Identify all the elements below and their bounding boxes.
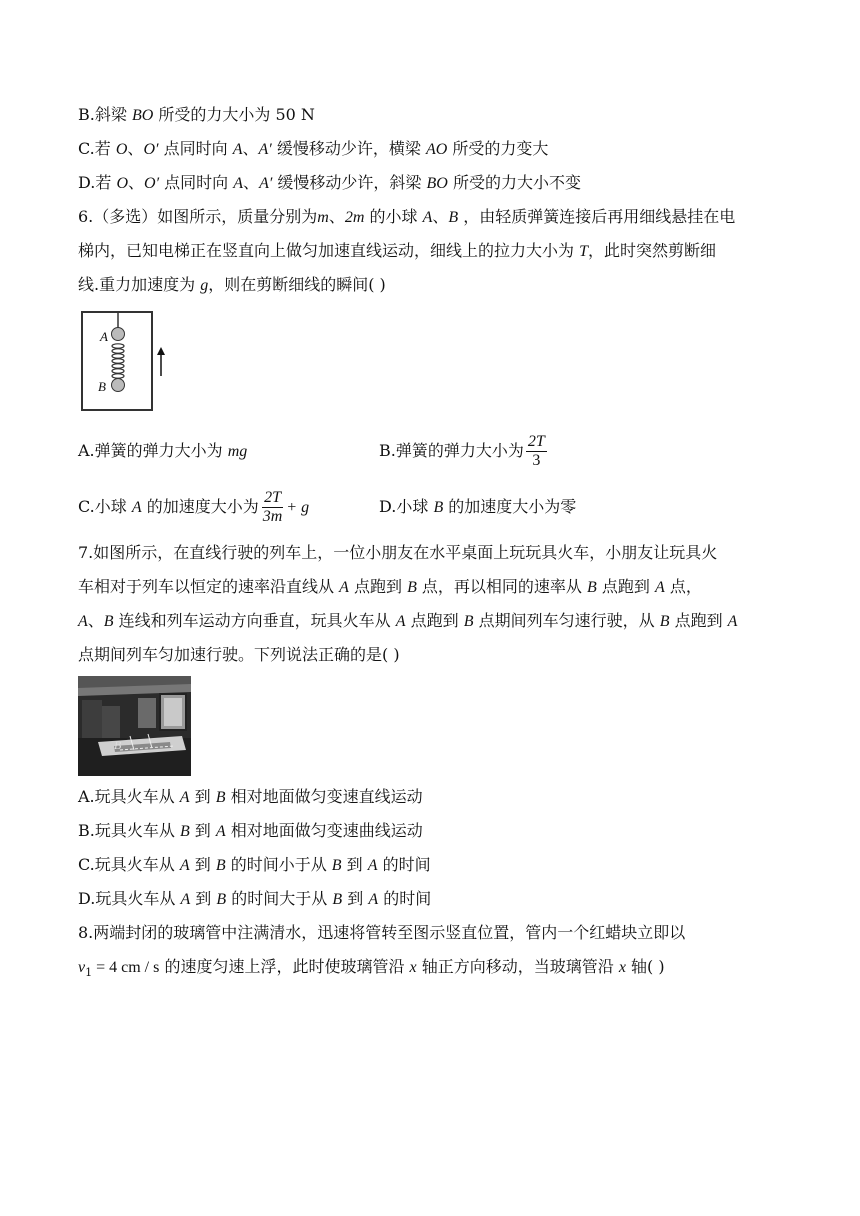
label-b: B <box>98 379 106 394</box>
q6-stem-line-2: 梯内，已知电梯正在竖直向上做匀加速直线运动，细线上的拉力大小为 T，此时突然剪断细 <box>78 241 717 260</box>
q8-stem-line-1: 8.两端封闭的玻璃管中注满清水，迅速将管转至图示竖直位置，管内一个红蜡块立即以 <box>78 923 686 942</box>
q6-option-d: D.小球 B 的加速度大小为零 <box>379 497 577 516</box>
train-interior-photo <box>78 676 191 776</box>
q6-stem-line-1: 6.（多选）如图所示，质量分别为m、2m 的小球 A、B ，由轻质弹簧连接后再用细线悬挂在电 <box>78 207 736 226</box>
label-b: B <box>114 738 122 752</box>
fraction: $\frac{2T}{3m}$ <box>262 489 283 525</box>
q6-option-c: C.小球 A 的加速度大小为 $\frac{2T}{3m}$ + g <box>78 489 310 525</box>
q6-stem-line-3: 线.重力加速度为 g，则在剪断细线的瞬间( ) <box>78 275 386 294</box>
q7-stem-line-3: A、B 连线和列车运动方向垂直，玩具火车从 A 点跑到 B 点期间列车匀速行驶，从 B 点跑到 A <box>78 611 738 630</box>
q7-stem-line-2: 车相对于列车以恒定的速率沿直线从 A 点跑到 B 点，再以相同的速率从 B 点跑到 A 点， <box>78 577 702 596</box>
up-arrow-icon <box>154 346 168 378</box>
q6-option-b: B.弹簧的弹力大小为 $\frac{2T}{3}$ <box>379 433 545 469</box>
text: 所受的力大小为 50 N <box>153 105 315 124</box>
q5-option-b <box>78 104 315 127</box>
q5-option-d: D.若 O、O′ 点同时向 A、A′ 缓慢移动少许，斜梁 BO 所受的力大小不变 <box>78 173 581 192</box>
q5-option-c: C.若 O、O′ 点同时向 A、A′ 缓慢移动少许，横梁 AO 所受的力变大 <box>78 139 549 158</box>
q7-option-c: C.玩具火车从 A 到 B 的时间小于从 B 到 A 的时间 <box>78 855 431 874</box>
text: B.斜梁 <box>78 105 132 124</box>
q8-stem-line-2: $v_1 = 4$ cm / s 的速度匀速上浮，此时使玻璃管沿 x 轴正方向移动，当玻璃管沿 x 轴( ) <box>78 957 665 980</box>
elevator-spring-figure <box>80 310 156 414</box>
fraction: $\frac{2T}{3}$ <box>527 433 545 469</box>
q7-option-b: B.玩具火车从 B 到 A 相对地面做匀变速曲线运动 <box>78 821 423 840</box>
q7-stem-line-4: 点期间列车匀加速行驶。下列说法正确的是( ) <box>78 645 400 664</box>
q6-option-a: A.弹簧的弹力大小为 mg <box>78 441 248 460</box>
var: BO <box>131 107 154 124</box>
q7-stem-line-1: 7.如图所示，在直线行驶的列车上，一位小朋友在水平桌面上玩玩具火车，小朋友让玩具火 <box>78 543 718 562</box>
q7-option-d: D.玩具火车从 A 到 B 的时间大于从 B 到 A 的时间 <box>78 889 432 908</box>
q7-option-a: A.玩具火车从 A 到 B 相对地面做匀变速直线运动 <box>78 787 423 806</box>
label-a: A <box>100 329 108 344</box>
